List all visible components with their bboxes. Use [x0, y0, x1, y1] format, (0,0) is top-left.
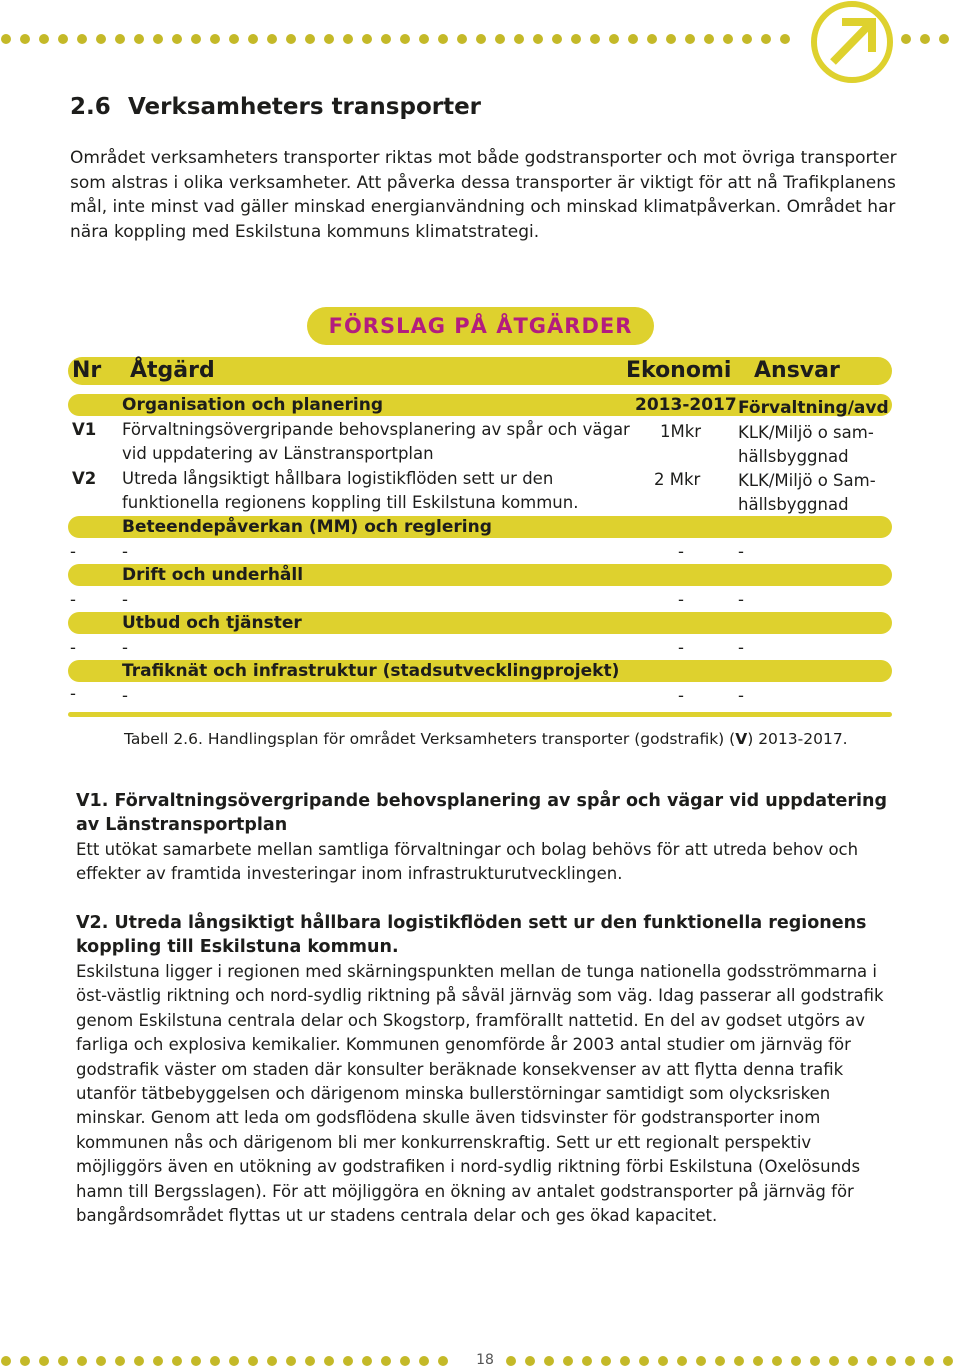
decorative-dot	[639, 1356, 649, 1366]
row-v2-nr: V2	[72, 469, 97, 488]
group-label: Organisation och planering	[122, 395, 384, 415]
decorative-dot	[77, 1356, 87, 1366]
decorative-dot	[628, 34, 638, 44]
decorative-dot	[134, 34, 144, 44]
decorative-dot	[229, 1356, 239, 1366]
table-heading: FÖRSLAG PÅ ÅTGÄRDER	[307, 307, 654, 345]
decorative-dot	[506, 1356, 516, 1366]
decorative-dot	[544, 1356, 554, 1366]
decorative-dot	[848, 1356, 858, 1366]
decorative-dot	[381, 34, 391, 44]
dash-atgard: -	[122, 542, 128, 561]
group-ansvar: Förvaltning/avd	[738, 398, 889, 418]
decorative-dot	[715, 1356, 725, 1366]
group-band-trafiknat	[68, 660, 892, 682]
section-title-text: Verksamheters transporter	[128, 94, 482, 120]
decorative-dot	[20, 34, 30, 44]
col-ekonomi: Ekonomi	[626, 358, 732, 383]
decorative-dot	[647, 34, 657, 44]
row-v2-text-line2: funktionella regionens koppling till Eskilstuna kommun.	[122, 493, 579, 512]
decorative-dot	[248, 34, 258, 44]
decorative-dot	[533, 34, 543, 44]
row-v1-ekonomi: 1Mkr	[660, 422, 702, 441]
decorative-dot	[191, 1356, 201, 1366]
row-v2-ansvar-line2: hällsbyggnad	[738, 495, 849, 514]
bottom-left-dots	[0, 1355, 460, 1367]
row-v2-text-line1: Utreda långsiktigt hållbara logistikflöden sett ur den	[122, 469, 554, 488]
decorative-dot	[324, 1356, 334, 1366]
caption-bold: V	[735, 730, 748, 748]
group-period: 2013-2017	[635, 395, 737, 415]
decorative-dot	[601, 1356, 611, 1366]
dash-atgard: -	[122, 686, 128, 705]
dash-ansvar: -	[738, 542, 744, 561]
decorative-dot	[286, 34, 296, 44]
decorative-dot	[210, 34, 220, 44]
decorative-dot	[901, 34, 911, 44]
decorative-dot	[191, 34, 201, 44]
dash-ansvar: -	[738, 590, 744, 609]
col-ansvar: Ansvar	[754, 358, 840, 383]
decorative-dot	[438, 34, 448, 44]
dash-nr: -	[70, 542, 76, 561]
decorative-dot	[305, 1356, 315, 1366]
decorative-dot	[381, 1356, 391, 1366]
decorative-dot	[419, 1356, 429, 1366]
dash-nr: -	[70, 684, 76, 703]
decorative-dot	[39, 1356, 49, 1366]
decorative-dot	[525, 1356, 535, 1366]
decorative-dot	[742, 34, 752, 44]
decorative-dot	[96, 1356, 106, 1366]
decorative-dot	[924, 1356, 934, 1366]
decorative-dot	[905, 1356, 915, 1366]
dash-ekonomi: -	[678, 542, 684, 561]
decorative-dot	[658, 1356, 668, 1366]
decorative-dot	[734, 1356, 744, 1366]
decorative-dot	[1, 1356, 11, 1366]
decorative-dot	[495, 34, 505, 44]
v2-body: Eskilstuna ligger i regionen med skärningspunkten mellan de tunga nationella godsströmmarna i öst-västlig riktning och nord-sydlig riktning på såväl järnväg som väg. Idag passerar all godstrafik genom Eskilstuna centrala delar och Skogstorp, framförallt nattetid. En del av godset utgörs av farliga och explosiva kemikalier. Kommunen genomförde år 2003 antal studier om järnväg för godstrafik väster om staden där konsulter beräknade konsekvenser av att flytta denna trafik utanför tätbebyggelsen och därigenom minska bullerstörningar samtidigt som olycksrisken minskar. Genom att leda om godsflödena skulle även tidsvinster för godstransporter inom kommunen nås och därigenom bli mer konkurrenskraftig. Sett ur ett regionalt perspektiv möjliggörs även en utökning av godstrafiken i nord-sydlig riktning förbi Eskilstuna (Oxelösunds hamn till Bergsslagen). För att möjliggöra en ökning av antalet godstransporter på järnväg för bangårdsområdet flyttas ut ur stadens centrala delar och ges ökad kapacitet.	[76, 962, 884, 1226]
row-v2-ansvar-line1: KLK/Miljö o Sam-	[738, 471, 876, 490]
dash-ekonomi: -	[678, 590, 684, 609]
decorative-dot	[134, 1356, 144, 1366]
decorative-dot	[620, 1356, 630, 1366]
decorative-dot	[58, 34, 68, 44]
decorative-dot	[267, 34, 277, 44]
decorative-dot	[685, 34, 695, 44]
row-v2-ekonomi: 2 Mkr	[654, 470, 701, 489]
row-v1-ansvar-line2: hällsbyggnad	[738, 447, 849, 466]
decorative-dot	[666, 34, 676, 44]
decorative-dot	[324, 34, 334, 44]
decorative-dot	[552, 34, 562, 44]
top-left-dots	[0, 33, 800, 45]
decorative-dot	[582, 1356, 592, 1366]
caption-prefix: Tabell 2.6. Handlingsplan för området Verksamheters transporter (godstrafik) (	[124, 730, 736, 748]
section-number: 2.6	[70, 94, 111, 120]
decorative-dot	[886, 1356, 896, 1366]
decorative-dot	[476, 34, 486, 44]
decorative-dot	[438, 1356, 448, 1366]
decorative-dot	[563, 1356, 573, 1366]
decorative-dot	[810, 1356, 820, 1366]
decorative-dot	[419, 34, 429, 44]
decorative-dot	[115, 1356, 125, 1366]
group-label: Beteendepåverkan (MM) och reglering	[122, 517, 492, 537]
decorative-dot	[943, 1356, 953, 1366]
decorative-dot	[761, 34, 771, 44]
decorative-dot	[677, 1356, 687, 1366]
column-header-row	[68, 357, 892, 385]
decorative-dot	[96, 34, 106, 44]
dash-ekonomi: -	[678, 638, 684, 657]
decorative-dot	[867, 1356, 877, 1366]
v1-title: V1. Förvaltningsövergripande behovsplanering av spår och vägar vid uppdatering av Länstransportplan	[76, 791, 887, 835]
v1-body: Ett utökat samarbete mellan samtliga förvaltningar och bolag behövs för att utreda behov och effekter av framtida investeringar inom infrastrukturutvecklingen.	[76, 840, 859, 884]
decorative-dot	[153, 34, 163, 44]
dash-ansvar: -	[738, 686, 744, 705]
dash-atgard: -	[122, 638, 128, 657]
decorative-dot	[153, 1356, 163, 1366]
decorative-dot	[753, 1356, 763, 1366]
decorative-dot	[400, 1356, 410, 1366]
decorative-dot	[1, 34, 11, 44]
decorative-dot	[343, 1356, 353, 1366]
dash-nr: -	[70, 638, 76, 657]
decorative-dot	[514, 34, 524, 44]
decorative-dot	[920, 34, 930, 44]
decorative-dot	[20, 1356, 30, 1366]
v2-title: V2. Utreda långsiktigt hållbara logistikflöden sett ur den funktionella regionens koppling till Eskilstuna kommun.	[76, 913, 867, 957]
row-v1-text-line2: vid uppdatering av Länstransportplan	[122, 444, 434, 463]
decorative-dot	[939, 34, 949, 44]
bottom-right-dots	[505, 1355, 960, 1367]
decorative-dot	[77, 34, 87, 44]
group-band-organisation	[68, 394, 892, 416]
caption-suffix: ) 2013-2017.	[747, 730, 848, 748]
dash-ekonomi: -	[678, 686, 684, 705]
group-label: Drift och underhåll	[122, 565, 304, 585]
group-band-beteende	[68, 516, 892, 538]
decorative-dot	[704, 34, 714, 44]
decorative-dot	[115, 34, 125, 44]
decorative-dot	[172, 1356, 182, 1366]
decorative-dot	[267, 1356, 277, 1366]
decorative-dot	[609, 34, 619, 44]
row-v1-nr: V1	[72, 420, 97, 439]
decorative-dot	[172, 34, 182, 44]
decorative-dot	[400, 34, 410, 44]
intro-paragraph: Området verksamheters transporter riktas mot både godstransporter och mot övriga transporter som alstras i olika verksamheter. Att påverka dessa transporter är viktigt för att nå Trafikplanens mål, inte minst vad gäller minskad energianvändning och minskad klimatpåverkan. Området har nära koppling med Eskilstuna kommuns klimatstrategi.	[70, 148, 897, 242]
decorative-dot	[829, 1356, 839, 1366]
decorative-dot	[780, 34, 790, 44]
dash-atgard: -	[122, 590, 128, 609]
decorative-dot	[286, 1356, 296, 1366]
section-title	[70, 94, 481, 120]
group-label: Utbud och tjänster	[122, 613, 302, 633]
decorative-dot	[210, 1356, 220, 1366]
group-band-utbud	[68, 612, 892, 634]
decorative-dot	[248, 1356, 258, 1366]
col-atgard: Åtgärd	[130, 358, 215, 383]
decorative-dot	[772, 1356, 782, 1366]
decorative-dot	[571, 34, 581, 44]
top-right-dots	[900, 33, 960, 45]
row-v1-ansvar-line1: KLK/Miljö o sam-	[738, 423, 874, 442]
decorative-dot	[696, 1356, 706, 1366]
decorative-dot	[723, 34, 733, 44]
arrow-up-right-circle-icon	[808, 0, 896, 88]
page-number: 18	[476, 1352, 494, 1368]
decorative-dot	[590, 34, 600, 44]
decorative-dot	[362, 34, 372, 44]
dash-ansvar: -	[738, 638, 744, 657]
decorative-dot	[457, 34, 467, 44]
decorative-dot	[39, 34, 49, 44]
decorative-dot	[58, 1356, 68, 1366]
col-nr: Nr	[72, 358, 102, 383]
dash-nr: -	[70, 590, 76, 609]
decorative-dot	[791, 1356, 801, 1366]
decorative-dot	[305, 34, 315, 44]
table-bottom-rule	[68, 712, 892, 717]
decorative-dot	[343, 34, 353, 44]
group-label: Trafiknät och infrastruktur (stadsutvecklingprojekt)	[122, 661, 620, 681]
group-band-drift	[68, 564, 892, 586]
table-caption	[124, 730, 848, 748]
row-v1-text-line1: Förvaltningsövergripande behovsplanering av spår och vägar	[122, 420, 630, 439]
decorative-dot	[362, 1356, 372, 1366]
decorative-dot	[229, 34, 239, 44]
